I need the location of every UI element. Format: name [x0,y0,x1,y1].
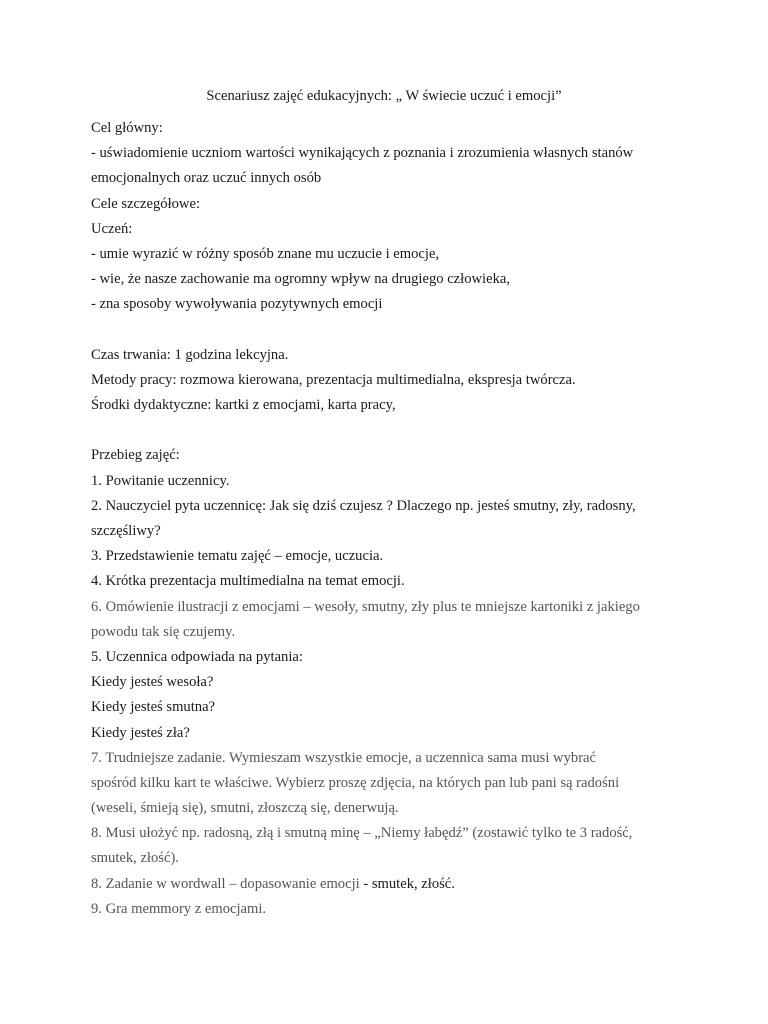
text-line: Kiedy jesteś zła? [91,724,190,741]
text-line: powodu tak się czujemy. [91,623,236,640]
text-line: Uczeń: [91,220,133,237]
text-line: emocjonalnych oraz uczuć innych osób [91,170,322,187]
text-line: 3. Przedstawienie tematu zajęć – emocje, uczucia. [91,548,384,565]
text-line: spośród kilku kart te właściwe. Wybierz proszę zdjęcia, na których pan lub pani są radośni [91,774,620,791]
document-body [91,116,691,922]
text-line: 7. Trudniejsze zadanie. Wymieszam wszystkie emocje, a uczennica sama musi wybrać [91,749,597,766]
blank-line [91,418,691,443]
text-line: - uświadomienie uczniom wartości wynikających z poznania i zrozumienia własnych stanów [91,145,634,162]
text-line: szczęśliwy? [91,523,161,539]
document-title: Scenariusz zajęć edukacyjnych: „ W świecie uczuć i emocji” [206,88,562,104]
text-line: Metody pracy: rozmowa kierowana, prezentacja multimedialna, ekspresja twórcza. [91,371,576,388]
text-line: Przebieg zajęć: [91,447,180,464]
text-line: 9. Gra memmory z emocjami. [91,900,267,917]
text-line: 4. Krótka prezentacja multimedialna na temat emocji. [91,573,405,590]
text-segment: - smutek, złość. [359,875,455,892]
text-line: 8. Musi ułożyć np. radosną, złą i smutną minę – „Niemy łabędź” (zostawić tylko te 3 radość, [91,825,633,842]
text-line: Czas trwania: 1 godzina lekcyjna. [91,346,289,363]
text-line: Cele szczegółowe: [91,195,200,212]
text-line: 5. Uczennica odpowiada na pytania: [91,648,303,665]
text-line-mixed [91,872,691,897]
text-line: - zna sposoby wywoływania pozytywnych emocji [91,296,383,313]
text-line: - umie wyrazić w różny sposób znane mu uczucie i emocje, [91,245,440,262]
text-line: Cel główny: [91,120,163,136]
text-line: Kiedy jesteś wesoła? [91,674,214,691]
text-line: 6. Omówienie ilustracji z emocjami – wesoły, smutny, zły plus te mniejsze kartoniki z jakiego [91,598,640,615]
text-line: 2. Nauczyciel pyta uczennicę: Jak się dziś czujesz ? Dlaczego np. jesteś smutny, zły, radosny, [91,497,636,514]
text-line: smutek, złość). [91,850,179,867]
text-segment: 8. Zadanie w wordwall – dopasowanie emocji [91,875,360,892]
text-line: Kiedy jesteś smutna? [91,699,216,716]
text-line: 1. Powitanie uczennicy. [91,472,230,489]
blank-line [91,318,691,343]
text-line: Środki dydaktyczne: kartki z emocjami, karta pracy, [91,397,396,414]
text-line: - wie, że nasze zachowanie ma ogromny wpływ na drugiego człowieka, [91,271,511,288]
text-line: (weseli, śmieją się), smutni, złoszczą się, denerwują. [91,800,399,817]
